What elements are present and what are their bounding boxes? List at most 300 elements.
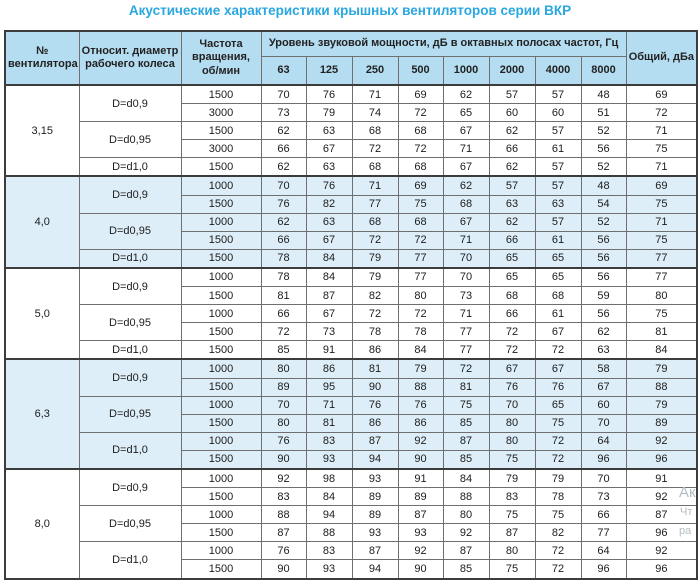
level-cell: 64 bbox=[581, 432, 626, 450]
level-cell: 98 bbox=[306, 469, 352, 488]
total-dba-cell: 92 bbox=[626, 432, 697, 450]
table-row bbox=[5, 213, 697, 231]
level-cell: 72 bbox=[535, 450, 581, 469]
level-cell: 84 bbox=[398, 341, 443, 360]
level-cell: 63 bbox=[306, 122, 352, 140]
rpm-cell: 1000 bbox=[181, 359, 261, 378]
level-cell: 82 bbox=[535, 524, 581, 542]
column-header-total-dba: Общий, дБа bbox=[626, 31, 697, 85]
watermark-fragment: ра bbox=[679, 525, 692, 537]
level-cell: 71 bbox=[352, 176, 398, 195]
level-cell: 67 bbox=[306, 305, 352, 323]
diameter-cell: D=d0,95 bbox=[79, 122, 181, 158]
level-cell: 70 bbox=[581, 469, 626, 488]
level-cell: 70 bbox=[581, 414, 626, 432]
table-row bbox=[5, 158, 697, 177]
total-dba-cell: 92 bbox=[626, 542, 697, 560]
level-cell: 58 bbox=[581, 359, 626, 378]
level-cell: 72 bbox=[398, 140, 443, 158]
level-cell: 66 bbox=[489, 140, 535, 158]
level-cell: 65 bbox=[489, 249, 535, 268]
level-cell: 89 bbox=[352, 488, 398, 506]
level-cell: 72 bbox=[535, 560, 581, 579]
level-cell: 65 bbox=[443, 104, 489, 122]
level-cell: 81 bbox=[352, 359, 398, 378]
total-dba-cell: 75 bbox=[626, 140, 697, 158]
column-header-impeller-diameter: Относит. диаметр рабочего колеса bbox=[79, 31, 181, 85]
level-cell: 82 bbox=[352, 287, 398, 305]
rpm-cell: 1000 bbox=[181, 432, 261, 450]
level-cell: 63 bbox=[581, 341, 626, 360]
level-cell: 52 bbox=[581, 213, 626, 231]
level-cell: 62 bbox=[489, 213, 535, 231]
level-cell: 73 bbox=[306, 323, 352, 341]
diameter-cell: D=d0,95 bbox=[79, 213, 181, 249]
level-cell: 70 bbox=[443, 249, 489, 268]
level-cell: 75 bbox=[443, 396, 489, 414]
level-cell: 89 bbox=[261, 378, 306, 396]
diameter-cell: D=d0,95 bbox=[79, 506, 181, 542]
level-cell: 83 bbox=[306, 542, 352, 560]
frequency-header-cell: 2000 bbox=[489, 57, 535, 86]
table-body bbox=[5, 85, 697, 579]
column-header-fan-number: № вентилятора bbox=[5, 31, 79, 85]
diameter-cell: D=d1,0 bbox=[79, 158, 181, 177]
table-row bbox=[5, 542, 697, 560]
watermark-fragment: Ак bbox=[679, 484, 696, 501]
rpm-cell: 1000 bbox=[181, 213, 261, 231]
rpm-cell: 1500 bbox=[181, 158, 261, 177]
table-row bbox=[5, 268, 697, 287]
level-cell: 94 bbox=[306, 506, 352, 524]
level-cell: 68 bbox=[443, 195, 489, 213]
level-cell: 76 bbox=[352, 396, 398, 414]
level-cell: 76 bbox=[306, 85, 352, 104]
table-row bbox=[5, 122, 697, 140]
level-cell: 60 bbox=[581, 396, 626, 414]
level-cell: 91 bbox=[398, 469, 443, 488]
level-cell: 60 bbox=[489, 104, 535, 122]
level-cell: 80 bbox=[489, 414, 535, 432]
total-dba-cell: 71 bbox=[626, 122, 697, 140]
diameter-cell: D=d1,0 bbox=[79, 249, 181, 268]
level-cell: 77 bbox=[398, 268, 443, 287]
rpm-cell: 1000 bbox=[181, 176, 261, 195]
level-cell: 78 bbox=[261, 249, 306, 268]
level-cell: 92 bbox=[398, 542, 443, 560]
level-cell: 54 bbox=[581, 195, 626, 213]
total-dba-cell: 81 bbox=[626, 323, 697, 341]
level-cell: 68 bbox=[489, 287, 535, 305]
level-cell: 94 bbox=[352, 560, 398, 579]
diameter-cell: D=d0,95 bbox=[79, 305, 181, 341]
level-cell: 79 bbox=[489, 469, 535, 488]
level-cell: 56 bbox=[581, 268, 626, 287]
level-cell: 66 bbox=[489, 305, 535, 323]
level-cell: 70 bbox=[261, 396, 306, 414]
level-cell: 81 bbox=[306, 414, 352, 432]
frequency-header-cell: 63 bbox=[261, 57, 306, 86]
total-dba-cell: 71 bbox=[626, 158, 697, 177]
total-dba-cell: 79 bbox=[626, 359, 697, 378]
level-cell: 57 bbox=[535, 213, 581, 231]
total-dba-cell: 75 bbox=[626, 195, 697, 213]
rpm-cell: 1500 bbox=[181, 560, 261, 579]
table-row bbox=[5, 506, 697, 524]
total-dba-cell: 89 bbox=[626, 414, 697, 432]
level-cell: 57 bbox=[489, 85, 535, 104]
level-cell: 63 bbox=[306, 158, 352, 177]
table-row bbox=[5, 396, 697, 414]
total-dba-cell: 87 bbox=[626, 506, 697, 524]
fan-number-cell: 6,3 bbox=[5, 359, 79, 469]
level-cell: 91 bbox=[306, 341, 352, 360]
level-cell: 86 bbox=[306, 359, 352, 378]
table-row bbox=[5, 341, 697, 360]
level-cell: 72 bbox=[352, 231, 398, 249]
level-cell: 73 bbox=[261, 104, 306, 122]
column-header-sound-power-level: Уровень звуковой мощности, дБ в октавных полосах частот, Гц bbox=[261, 31, 626, 57]
total-dba-cell: 80 bbox=[626, 287, 697, 305]
level-cell: 86 bbox=[398, 414, 443, 432]
rpm-cell: 1500 bbox=[181, 323, 261, 341]
level-cell: 94 bbox=[352, 450, 398, 469]
level-cell: 75 bbox=[398, 195, 443, 213]
level-cell: 57 bbox=[535, 122, 581, 140]
level-cell: 62 bbox=[261, 213, 306, 231]
level-cell: 67 bbox=[306, 140, 352, 158]
level-cell: 56 bbox=[581, 249, 626, 268]
rpm-cell: 1000 bbox=[181, 542, 261, 560]
level-cell: 77 bbox=[443, 323, 489, 341]
frequency-header-cell: 1000 bbox=[443, 57, 489, 86]
total-dba-cell: 91 bbox=[626, 469, 697, 488]
level-cell: 85 bbox=[443, 450, 489, 469]
level-cell: 67 bbox=[535, 359, 581, 378]
diameter-cell: D=d0,9 bbox=[79, 85, 181, 122]
level-cell: 93 bbox=[306, 560, 352, 579]
rpm-cell: 1500 bbox=[181, 249, 261, 268]
level-cell: 62 bbox=[489, 158, 535, 177]
level-cell: 76 bbox=[535, 378, 581, 396]
level-cell: 93 bbox=[306, 450, 352, 469]
total-dba-cell: 79 bbox=[626, 396, 697, 414]
rpm-cell: 1500 bbox=[181, 450, 261, 469]
level-cell: 67 bbox=[535, 323, 581, 341]
level-cell: 67 bbox=[581, 378, 626, 396]
level-cell: 57 bbox=[535, 158, 581, 177]
level-cell: 66 bbox=[261, 231, 306, 249]
level-cell: 67 bbox=[489, 359, 535, 378]
level-cell: 79 bbox=[398, 359, 443, 378]
level-cell: 76 bbox=[489, 378, 535, 396]
level-cell: 62 bbox=[443, 176, 489, 195]
level-cell: 56 bbox=[581, 231, 626, 249]
level-cell: 72 bbox=[535, 542, 581, 560]
level-cell: 61 bbox=[535, 305, 581, 323]
total-dba-cell: 88 bbox=[626, 378, 697, 396]
level-cell: 48 bbox=[581, 176, 626, 195]
diameter-cell: D=d0,9 bbox=[79, 268, 181, 305]
rpm-cell: 1500 bbox=[181, 378, 261, 396]
level-cell: 66 bbox=[261, 305, 306, 323]
level-cell: 60 bbox=[535, 104, 581, 122]
rpm-cell: 1500 bbox=[181, 414, 261, 432]
level-cell: 78 bbox=[398, 323, 443, 341]
level-cell: 62 bbox=[261, 122, 306, 140]
level-cell: 73 bbox=[581, 488, 626, 506]
level-cell: 72 bbox=[261, 323, 306, 341]
level-cell: 75 bbox=[489, 506, 535, 524]
total-dba-cell: 96 bbox=[626, 450, 697, 469]
level-cell: 96 bbox=[581, 450, 626, 469]
rpm-cell: 1500 bbox=[181, 488, 261, 506]
rpm-cell: 1000 bbox=[181, 469, 261, 488]
level-cell: 80 bbox=[398, 287, 443, 305]
level-cell: 80 bbox=[489, 432, 535, 450]
level-cell: 92 bbox=[398, 432, 443, 450]
level-cell: 62 bbox=[489, 122, 535, 140]
level-cell: 76 bbox=[398, 396, 443, 414]
rpm-cell: 1000 bbox=[181, 396, 261, 414]
level-cell: 57 bbox=[489, 176, 535, 195]
total-dba-cell: 92 bbox=[626, 488, 697, 506]
level-cell: 88 bbox=[306, 524, 352, 542]
level-cell: 68 bbox=[352, 122, 398, 140]
level-cell: 67 bbox=[443, 213, 489, 231]
level-cell: 52 bbox=[581, 158, 626, 177]
level-cell: 75 bbox=[535, 506, 581, 524]
level-cell: 92 bbox=[261, 469, 306, 488]
acoustic-characteristics-table bbox=[4, 30, 698, 580]
level-cell: 75 bbox=[489, 560, 535, 579]
level-cell: 67 bbox=[443, 122, 489, 140]
level-cell: 81 bbox=[261, 287, 306, 305]
level-cell: 87 bbox=[306, 287, 352, 305]
rpm-cell: 1500 bbox=[181, 85, 261, 104]
level-cell: 77 bbox=[443, 341, 489, 360]
level-cell: 65 bbox=[535, 249, 581, 268]
fan-number-cell: 4,0 bbox=[5, 176, 79, 267]
level-cell: 66 bbox=[261, 140, 306, 158]
level-cell: 87 bbox=[261, 524, 306, 542]
level-cell: 70 bbox=[261, 85, 306, 104]
level-cell: 56 bbox=[581, 305, 626, 323]
level-cell: 67 bbox=[443, 158, 489, 177]
level-cell: 76 bbox=[261, 542, 306, 560]
level-cell: 79 bbox=[352, 249, 398, 268]
level-cell: 67 bbox=[306, 231, 352, 249]
level-cell: 72 bbox=[535, 341, 581, 360]
level-cell: 71 bbox=[443, 231, 489, 249]
frequency-header-cell: 250 bbox=[352, 57, 398, 86]
level-cell: 72 bbox=[398, 305, 443, 323]
rpm-cell: 1500 bbox=[181, 231, 261, 249]
level-cell: 93 bbox=[352, 524, 398, 542]
level-cell: 76 bbox=[306, 176, 352, 195]
level-cell: 85 bbox=[443, 560, 489, 579]
level-cell: 78 bbox=[261, 268, 306, 287]
page-title: Акустические характеристики крышных вентиляторов серии ВКР bbox=[128, 3, 572, 18]
level-cell: 77 bbox=[581, 524, 626, 542]
level-cell: 76 bbox=[261, 432, 306, 450]
diameter-cell: D=d0,9 bbox=[79, 176, 181, 213]
total-dba-cell: 69 bbox=[626, 176, 697, 195]
level-cell: 88 bbox=[261, 506, 306, 524]
level-cell: 90 bbox=[261, 560, 306, 579]
level-cell: 69 bbox=[398, 85, 443, 104]
level-cell: 79 bbox=[352, 268, 398, 287]
level-cell: 90 bbox=[398, 450, 443, 469]
level-cell: 51 bbox=[581, 104, 626, 122]
level-cell: 82 bbox=[306, 195, 352, 213]
level-cell: 71 bbox=[443, 305, 489, 323]
level-cell: 61 bbox=[535, 140, 581, 158]
table-row bbox=[5, 85, 697, 104]
table-row bbox=[5, 359, 697, 378]
level-cell: 71 bbox=[306, 396, 352, 414]
watermark-fragment: Чт bbox=[680, 506, 693, 518]
level-cell: 72 bbox=[489, 341, 535, 360]
total-dba-cell: 96 bbox=[626, 524, 697, 542]
level-cell: 71 bbox=[352, 85, 398, 104]
diameter-cell: D=d1,0 bbox=[79, 341, 181, 360]
rpm-cell: 1500 bbox=[181, 122, 261, 140]
rpm-cell: 1000 bbox=[181, 268, 261, 287]
level-cell: 88 bbox=[443, 488, 489, 506]
fan-number-cell: 8,0 bbox=[5, 469, 79, 579]
level-cell: 68 bbox=[535, 287, 581, 305]
total-dba-cell: 96 bbox=[626, 560, 697, 579]
level-cell: 87 bbox=[443, 542, 489, 560]
level-cell: 77 bbox=[398, 249, 443, 268]
level-cell: 64 bbox=[581, 542, 626, 560]
level-cell: 80 bbox=[489, 542, 535, 560]
level-cell: 56 bbox=[581, 140, 626, 158]
level-cell: 96 bbox=[581, 560, 626, 579]
level-cell: 57 bbox=[535, 176, 581, 195]
level-cell: 70 bbox=[489, 396, 535, 414]
level-cell: 65 bbox=[535, 396, 581, 414]
level-cell: 79 bbox=[306, 104, 352, 122]
table-row bbox=[5, 432, 697, 450]
level-cell: 65 bbox=[535, 268, 581, 287]
level-cell: 74 bbox=[352, 104, 398, 122]
level-cell: 72 bbox=[489, 323, 535, 341]
table-header bbox=[5, 31, 697, 85]
total-dba-cell: 72 bbox=[626, 104, 697, 122]
level-cell: 84 bbox=[306, 268, 352, 287]
column-header-rpm: Частота вращения, об/мин bbox=[181, 31, 261, 85]
level-cell: 83 bbox=[489, 488, 535, 506]
total-dba-cell: 75 bbox=[626, 231, 697, 249]
level-cell: 80 bbox=[443, 506, 489, 524]
rpm-cell: 1500 bbox=[181, 195, 261, 213]
frequency-header-cell: 125 bbox=[306, 57, 352, 86]
diameter-cell: D=d0,9 bbox=[79, 469, 181, 506]
level-cell: 72 bbox=[535, 432, 581, 450]
level-cell: 87 bbox=[489, 524, 535, 542]
level-cell: 68 bbox=[398, 213, 443, 231]
total-dba-cell: 75 bbox=[626, 305, 697, 323]
level-cell: 79 bbox=[535, 469, 581, 488]
level-cell: 71 bbox=[443, 140, 489, 158]
level-cell: 69 bbox=[398, 176, 443, 195]
level-cell: 95 bbox=[306, 378, 352, 396]
level-cell: 87 bbox=[398, 506, 443, 524]
rpm-cell: 3000 bbox=[181, 140, 261, 158]
level-cell: 61 bbox=[535, 231, 581, 249]
level-cell: 90 bbox=[352, 378, 398, 396]
level-cell: 90 bbox=[261, 450, 306, 469]
level-cell: 65 bbox=[489, 268, 535, 287]
level-cell: 76 bbox=[261, 195, 306, 213]
level-cell: 89 bbox=[398, 488, 443, 506]
level-cell: 62 bbox=[443, 85, 489, 104]
level-cell: 68 bbox=[352, 158, 398, 177]
table-row bbox=[5, 249, 697, 268]
level-cell: 93 bbox=[398, 524, 443, 542]
fan-number-cell: 5,0 bbox=[5, 268, 79, 359]
level-cell: 52 bbox=[581, 122, 626, 140]
level-cell: 84 bbox=[306, 488, 352, 506]
rpm-cell: 1500 bbox=[181, 524, 261, 542]
level-cell: 59 bbox=[581, 287, 626, 305]
frequency-header-cell: 4000 bbox=[535, 57, 581, 86]
level-cell: 86 bbox=[352, 341, 398, 360]
level-cell: 89 bbox=[352, 506, 398, 524]
level-cell: 83 bbox=[306, 432, 352, 450]
level-cell: 84 bbox=[443, 469, 489, 488]
level-cell: 90 bbox=[398, 560, 443, 579]
level-cell: 48 bbox=[581, 85, 626, 104]
diameter-cell: D=d0,95 bbox=[79, 396, 181, 432]
level-cell: 73 bbox=[443, 287, 489, 305]
level-cell: 66 bbox=[489, 231, 535, 249]
level-cell: 72 bbox=[398, 104, 443, 122]
diameter-cell: D=d1,0 bbox=[79, 542, 181, 579]
level-cell: 85 bbox=[443, 414, 489, 432]
level-cell: 86 bbox=[352, 414, 398, 432]
level-cell: 80 bbox=[261, 414, 306, 432]
level-cell: 78 bbox=[352, 323, 398, 341]
level-cell: 88 bbox=[398, 378, 443, 396]
rpm-cell: 1000 bbox=[181, 506, 261, 524]
total-dba-cell: 84 bbox=[626, 341, 697, 360]
level-cell: 63 bbox=[306, 213, 352, 231]
table-row bbox=[5, 469, 697, 488]
total-dba-cell: 71 bbox=[626, 213, 697, 231]
level-cell: 72 bbox=[352, 140, 398, 158]
diameter-cell: D=d1,0 bbox=[79, 432, 181, 469]
level-cell: 78 bbox=[535, 488, 581, 506]
level-cell: 87 bbox=[352, 542, 398, 560]
level-cell: 85 bbox=[261, 341, 306, 360]
level-cell: 57 bbox=[535, 85, 581, 104]
level-cell: 87 bbox=[352, 432, 398, 450]
level-cell: 75 bbox=[489, 450, 535, 469]
level-cell: 68 bbox=[398, 158, 443, 177]
total-dba-cell: 77 bbox=[626, 268, 697, 287]
fan-number-cell: 3,15 bbox=[5, 85, 79, 176]
level-cell: 81 bbox=[443, 378, 489, 396]
level-cell: 70 bbox=[261, 176, 306, 195]
level-cell: 72 bbox=[443, 359, 489, 378]
frequency-header-cell: 8000 bbox=[581, 57, 626, 86]
level-cell: 63 bbox=[489, 195, 535, 213]
level-cell: 72 bbox=[352, 305, 398, 323]
level-cell: 83 bbox=[261, 488, 306, 506]
